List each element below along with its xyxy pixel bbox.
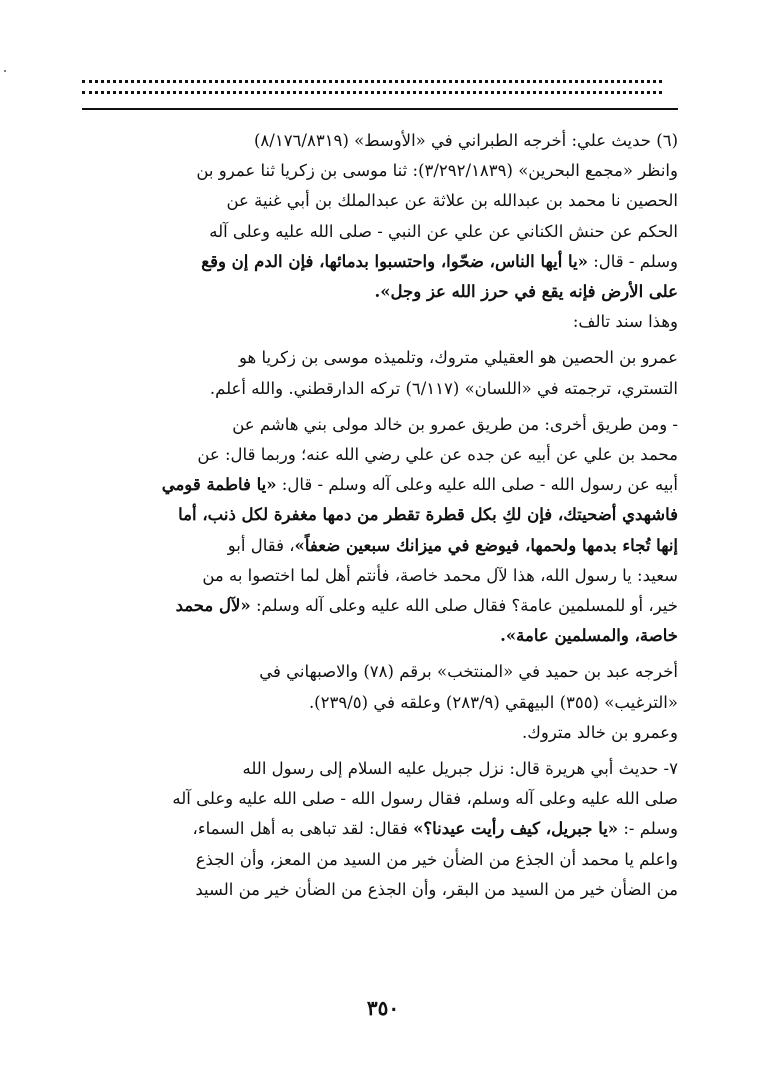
text-line (80, 217, 678, 247)
hadith-quote: «يا فاطمة قومي (161, 475, 277, 495)
hadith-quote: على الأرض فإنه يقع في حرز الله عز وجل». (374, 282, 678, 302)
text-segment: وهذا سند تالف: (572, 312, 678, 332)
text-segment: «الترغيب» (٣٥٥) البيهقي (٢٨٣/٩) وعلقه في (٢٣٩/٥). (308, 692, 678, 712)
text-segment: أبيه عن رسول الله - صلى الله عليه وعلى آله وسلم - قال: (276, 475, 678, 495)
text-line (80, 440, 678, 470)
text-line (80, 374, 678, 404)
text-line (80, 718, 678, 748)
text-segment: الحكم عن حنش الكناني عن علي عن النبي - صلى الله عليه وعلى آله (209, 221, 678, 241)
text-line (80, 591, 678, 621)
text-segment: صلى الله عليه وعلى آله وسلم، فقال رسول الله - صلى الله عليه وعلى آله (172, 789, 678, 809)
text-line (80, 845, 678, 875)
text-line (80, 247, 678, 277)
text-segment: - ومن طريق أخرى: من طريق عمرو بن خالد مولى بني هاشم عن (232, 414, 678, 434)
text-segment: وعمرو بن خالد متروك. (522, 722, 678, 742)
text-line (80, 561, 678, 591)
text-segment: وسلم -: (618, 819, 678, 839)
text-line (80, 470, 678, 500)
text-segment: وسلم - قال: (587, 251, 678, 271)
page-number: ٣٥٠ (366, 996, 400, 1020)
text-segment: التستري، ترجمته في «اللسان» (٦/١١٧) تركه الدارقطني. والله أعلم. (209, 378, 678, 398)
hadith-quote: «يا أيها الناس، ضحّوا، واحتسبوا بدمائها، فإن الدم إن وقع (201, 251, 588, 271)
text-line (80, 343, 678, 373)
text-segment: عمرو بن الحصين هو العقيلي متروك، وتلميذه موسى بن زكريا هو (238, 348, 678, 368)
text-segment: واعلم يا محمد أن الجذع من الضأن خير من السيد من المعز، وأن الجذع (195, 849, 678, 869)
scan-speck (4, 70, 6, 72)
text-segment: خير، أو للمسلمين عامة؟ فقال صلى الله عليه وعلى آله وسلم: (250, 596, 678, 616)
footnote-text (80, 126, 678, 905)
text-segment: فقال: لقد تباهى به أهل السماء، (192, 819, 414, 839)
text-line (80, 754, 678, 784)
text-line (80, 875, 678, 905)
text-segment: محمد بن علي عن أبيه عن جده عن علي رضي الله عنه؛ وربما قال: عن (197, 445, 678, 465)
text-segment: من الضأن خير من السيد من البقر، وأن الجذع من الضأن خير من السيد (195, 879, 678, 899)
text-line (80, 156, 678, 186)
text-line (80, 621, 678, 651)
text-line (80, 688, 678, 718)
text-segment: وانظر «مجمع البحرين» (٣/٢٩٢/١٨٣٩): ثنا موسى بن زكريا ثنا عمرو بن (196, 161, 678, 181)
text-line (80, 186, 678, 216)
text-line (80, 531, 678, 561)
hadith-quote: فاشهدي أضحيتك، فإن لكِ بكل قطرة تقطر من دمها مغفرة لكل ذنب، أما (178, 505, 678, 525)
text-segment: سعيد: يا رسول الله، هذا لآل محمد خاصة، فأنتم أهل لما اختصوا به من (202, 565, 678, 585)
text-segment: أخرجه عبد بن حميد في «المنتخب» برقم (٧٨) والاصبهاني في (259, 662, 678, 682)
header-dotted-rule-top (82, 80, 662, 83)
text-line (80, 814, 678, 844)
hadith-quote: إنها تُجاء بدمها ولحمها، فيوضع في ميزانك سبعين ضعفاً» (294, 535, 678, 555)
header-dotted-rule-bottom (82, 91, 662, 94)
text-line (80, 410, 678, 440)
hadith-quote: خاصة، والمسلمين عامة». (500, 626, 678, 646)
paragraph-5 (80, 754, 678, 905)
paragraph-4 (80, 657, 678, 748)
paragraph-3 (80, 410, 678, 652)
text-line (80, 500, 678, 530)
paragraph-1 (80, 126, 678, 337)
hadith-quote: «لآل محمد (175, 596, 251, 616)
text-line (80, 307, 678, 337)
text-segment: الحصين نا محمد بن عبدالله بن علاثة عن عبدالملك بن أبي غنية عن (226, 191, 678, 211)
text-line (80, 277, 678, 307)
text-line (80, 657, 678, 687)
text-line (80, 784, 678, 814)
text-segment: ، فقال أبو (227, 535, 295, 555)
text-segment: ٧- حديث أبي هريرة قال: نزل جبريل عليه السلام إلى رسول الله (242, 759, 678, 779)
hadith-quote: «يا جبريل، كيف رأيت عيدنا؟» (413, 819, 619, 839)
text-segment: (٦) حديث علي: أخرجه الطبراني في «الأوسط» (٨/١٧٦/٨٣١٩) (253, 131, 678, 150)
header-solid-rule (82, 108, 678, 110)
text-line (80, 126, 678, 156)
paragraph-2 (80, 343, 678, 403)
